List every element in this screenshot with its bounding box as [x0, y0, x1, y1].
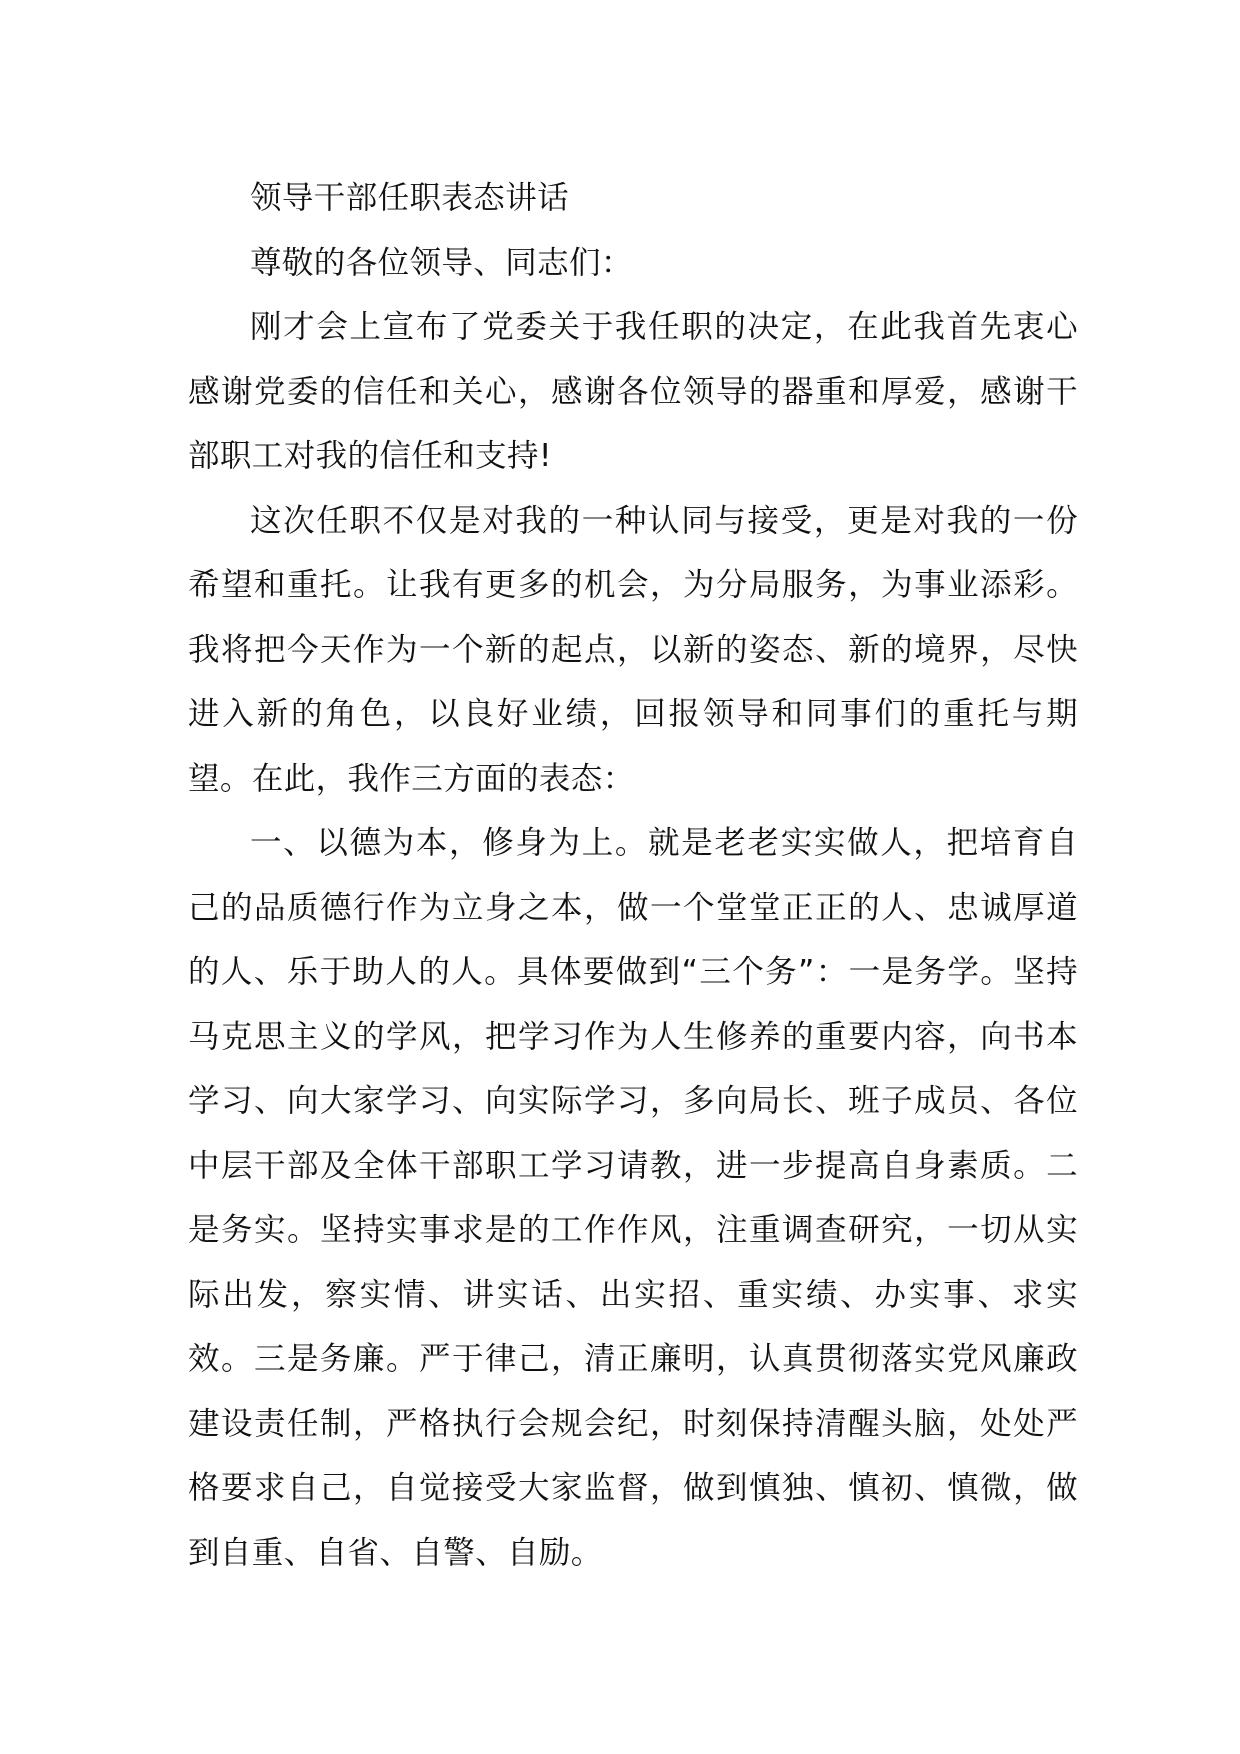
paragraph-commitment: 这次任职不仅是对我的一种认同与接受，更是对我的一份希望和重托。让我有更多的机会，为分局服务，为事业添彩。我将把今天作为一个新的起点，以新的姿态、新的境界，尽快进入新的角色，以良好业绩，回报领导和同事们的重托与期望。在此，我作三方面的表态： [188, 502, 1078, 797]
paragraph-point-one: 一、以德为本，修身为上。就是老老实实做人，把培育自己的品质德行作为立身之本，做一个堂堂正正的人、忠诚厚道的人、乐于助人的人。具体要做到“三个务”：一是务学。坚持马克思主义的学风，把学习作为人生修养的重要内容，向书本学习、向大家学习、向实际学习，多向局长、班子成员、各位中层干部及全体干部职工学习请教，进一步提高自身素质。二是务实。坚持实事求是的工作作风，注重调查研究，一切从实际出发，察实情、讲实话、出实招、重实绩、办实事、求实效。三是务廉。严于律己，清正廉明，认真贯彻落实党风廉政建设责任制，严格执行会规会纪，时刻保持清醒头脑，处处严格要求自己，自觉接受大家监督，做到慎独、慎初、慎微，做到自重、自省、自警、自励。 [188, 825, 1078, 1571]
salutation: 尊敬的各位领导、同志们： [250, 244, 633, 281]
document-title: 领导干部任职表态讲话 [250, 180, 570, 216]
paragraph-thanks: 刚才会上宣布了党委关于我任职的决定，在此我首先衷心感谢党委的信任和关心，感谢各位领导的器重和厚爱，感谢干部职工对我的信任和支持! [188, 309, 1078, 474]
document-body [188, 166, 1078, 1585]
